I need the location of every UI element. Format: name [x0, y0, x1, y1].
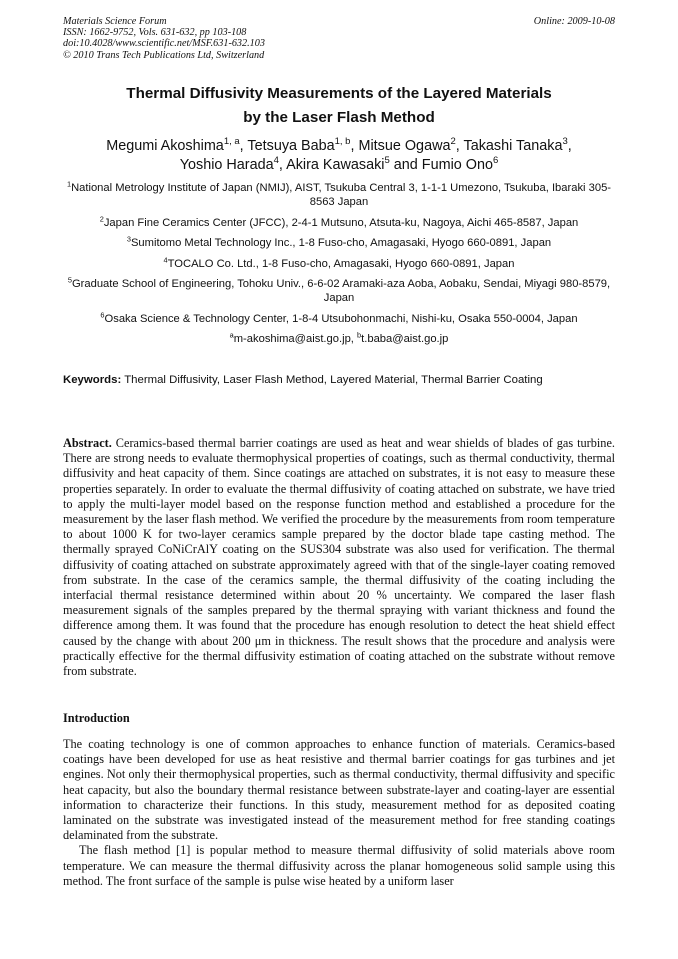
email-line [63, 332, 615, 346]
author-affil-sup: 5 [384, 155, 390, 167]
author-name: Akira Kawasaki [286, 157, 385, 173]
author-separator: , [567, 138, 572, 154]
affiliation-list [63, 181, 615, 353]
paper-title [63, 82, 615, 130]
author-separator: , [455, 138, 464, 154]
section-heading-introduction: Introduction [63, 711, 130, 725]
affiliation [63, 312, 615, 326]
author-name: Takashi Tanaka [463, 138, 563, 154]
author-separator: , [278, 157, 287, 173]
title-line-1: Thermal Diffusivity Measurements of the Layered Materials [126, 85, 552, 102]
affiliation-text: Sumitomo Metal Technology Inc., 1-8 Fuso-cho, Amagasaki, Hyogo 660-0891, Japan [130, 237, 552, 250]
doi-link[interactable]: doi:10.4028/www.scientific.net/MSF.631-632.103 [63, 38, 265, 50]
affiliation-text: Osaka Science & Technology Center, 1-8-4 Utsubohonmachi, Nishi-ku, Osaka 550-0004, Japan [104, 312, 578, 325]
author-separator: and [389, 157, 422, 173]
email-link-a[interactable]: m-akoshima@aist.go.jp [233, 333, 351, 346]
author-affil-sup: 2 [450, 136, 456, 148]
affiliation [63, 277, 615, 306]
author-affil-sup: 6 [492, 155, 499, 167]
author-affil-sup: 1, a [223, 136, 240, 148]
affiliation-number: 5 [67, 275, 72, 285]
affiliation-text: Graduate School of Engineering, Tohoku Univ., 6-6-02 Aramaki-aza Aoba, Aobaku, Sendai, Miyagi 980-8579, Japan [71, 278, 611, 305]
email-sup: b [357, 330, 362, 340]
paragraph: The coating technology is one of common approaches to enhance function of materials. Ceramics-based coatings have been developed for use as heat resistive and thermal barrier coatings for gas turbines and jet engines. Not only their thermophysical properties, such as thermal conductivity, thermal diffusivity and specific heat capacity, but also the boundary thermal resistance between substrate-layer and coating-layer are essential information to characterize their functions. In this study, measurement method for as deposited coating laminated on the substrate was investigated instead of the measurement method for free standing coatings delaminated from the substrate. [63, 737, 615, 843]
keywords-label: Keywords: [63, 374, 122, 386]
email-separator: , [350, 333, 358, 346]
paragraph: The flash method [1] is popular method to measure thermal diffusivity of solid materials above room temperature. We can measure the thermal diffusivity across the planar homogeneous solid sample using this method. The front surface of the sample is pulse wise heated by a uniform laser [63, 843, 615, 888]
title-line-2: by the Laser Flash Method [243, 109, 435, 126]
author-name: Mitsue Ogawa [358, 138, 451, 154]
online-date: Online: 2009-10-08 [533, 16, 615, 27]
journal-name: Materials Science Forum [63, 16, 167, 27]
author-list [63, 137, 615, 175]
abstract-text: Ceramics-based thermal barrier coatings are used as heat and wear shields of blades of gas turbine. There are strong needs to evaluate thermophysical properties of coatings, such as thermal conductivity, thermal diffusivity and heat capacity of them. Since coatings are attached on substrates, it is not easy to measure these properties separately. In order to evaluate the thermal diffusivity of coating attached on substrate, we have tried to apply the multi-layer model based on the response function method and established a procedure for the measurement by the laser flash method. We verified the procedure by the measurements from room temperature to about 1000 K for two-layer ceramics sample prepared by the doctor blade tape casting method. The thermally sprayed CoNiCrAlY coating on the SUS304 substrate was also used for verification. The thermal diffusivity of coating attached on substrate approximately agreed with that of the single-layer coating removed from substrate. In the case of the ceramics sample, the thermal diffusivity of the coating including the interfacial thermal resistance determined within about 20 % uncertainty. We compared the laser flash measurement signals of the samples prepared by the thermal spraying with variant thickness and found the difference among them. It was found that the procedure has enough resolution to detect the heat shield effect caused by the change with about 200 μm in thickness. The result shows that the procedure and analysis were practically effective for the thermal diffusivity estimation of coating attached on the substrate without remove from substrate. [63, 436, 615, 679]
journal-header [63, 16, 265, 61]
affiliation-text: TOCALO Co. Ltd., 1-8 Fuso-cho, Amagasaki, Hyogo 660-0891, Japan [167, 257, 515, 270]
affiliation-number: 1 [66, 179, 72, 189]
affiliation [63, 254, 615, 271]
author-name: Fumio Ono [421, 157, 493, 173]
abstract-label: Abstract. [63, 436, 112, 450]
abstract [63, 436, 615, 679]
affiliation-number: 2 [99, 214, 104, 224]
keywords [63, 373, 615, 387]
author-separator: , [239, 138, 248, 154]
issn-line: ISSN: 1662-9752, Vols. 631-632, pp 103-108 [63, 27, 247, 39]
keywords-text: Thermal Diffusivity, Laser Flash Method, Layered Material, Thermal Barrier Coating [121, 374, 543, 386]
author-affil-sup: 1, b [334, 136, 351, 148]
author-name: Tetsuya Baba [247, 138, 335, 154]
author-name: Megumi Akoshima [106, 138, 224, 154]
affiliation-number: 4 [163, 254, 168, 264]
author-affil-sup: 4 [273, 155, 279, 167]
author-separator: , [350, 138, 359, 154]
affiliation-text: National Metrology Institute of Japan (NMIJ), AIST, Tsukuba Central 3, 1-1-1 Umezono, Tsukuba, Ibaraki 305-8563 Japan [71, 182, 612, 209]
affiliation [63, 216, 615, 230]
copyright-line: © 2010 Trans Tech Publications Ltd, Switzerland [63, 49, 265, 61]
author-name: Yoshio Harada [179, 157, 274, 173]
affiliation [63, 236, 615, 250]
email-sup: a [229, 330, 234, 340]
introduction-body [63, 737, 615, 889]
author-affil-sup: 3 [562, 136, 568, 148]
affiliation-number: 3 [126, 234, 131, 244]
affiliation [63, 181, 615, 210]
email-link-b[interactable]: t.baba@aist.go.jp [361, 333, 449, 346]
affiliation-text: Japan Fine Ceramics Center (JFCC), 2-4-1 Mutsuno, Atsuta-ku, Nagoya, Aichi 465-8587, Japan [103, 216, 579, 229]
affiliation-number: 6 [100, 310, 105, 320]
